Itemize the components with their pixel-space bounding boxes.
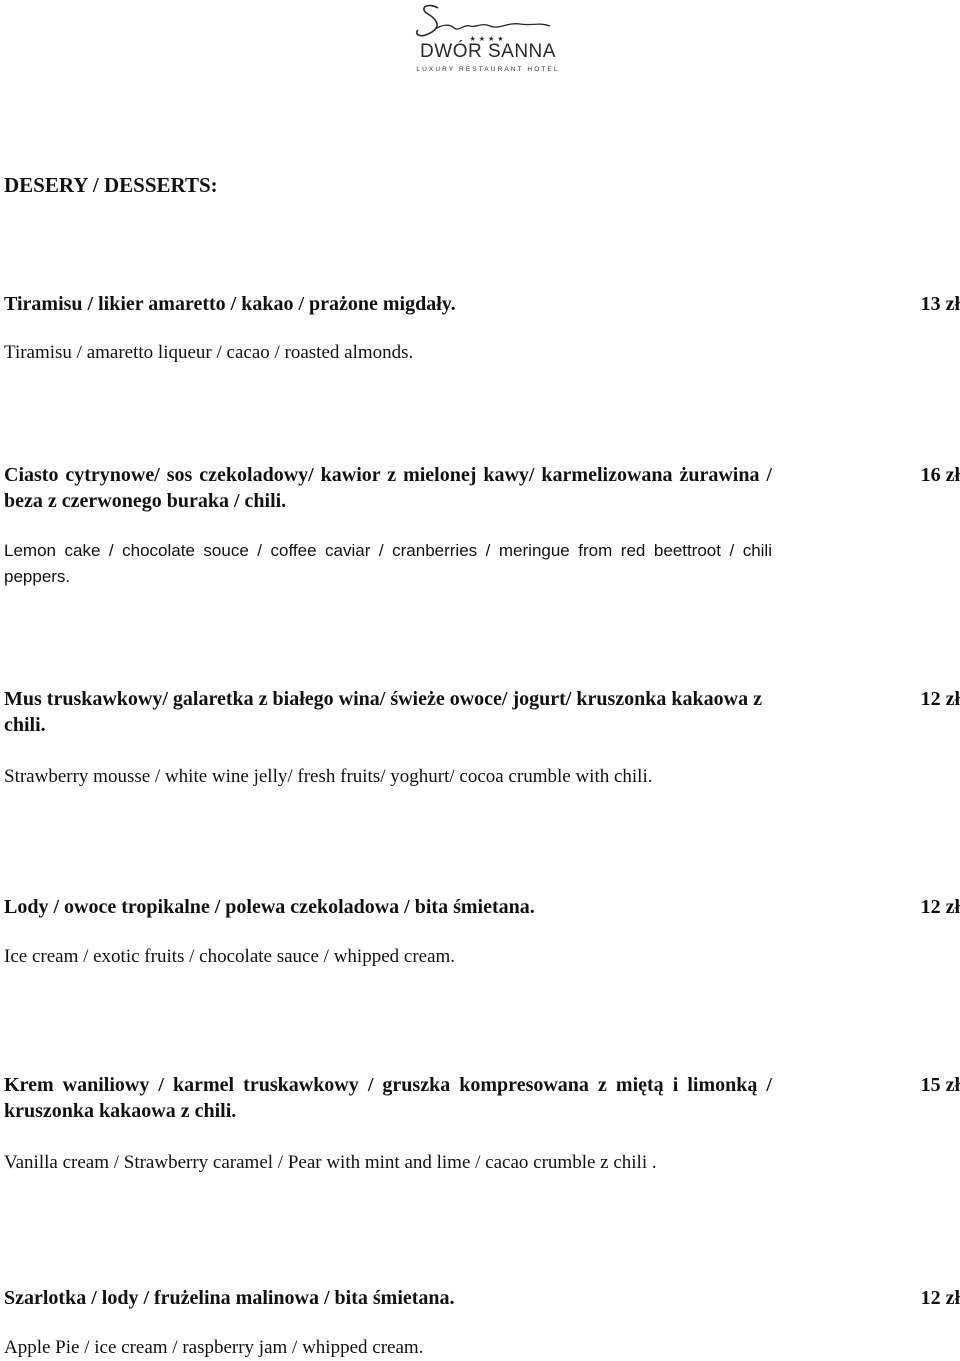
signature-mark-icon <box>398 0 578 44</box>
menu-item <box>4 291 960 366</box>
item-price: 15 zł <box>920 1074 960 1096</box>
item-name-english: Ice cream / exotic fruits / chocolate sauce / whipped cream. <box>4 946 456 967</box>
item-name-english: Vanilla cream / Strawberry caramel / Pear with mint and lime / cacao crumble z chili . <box>4 1152 657 1173</box>
menu-item <box>4 894 960 970</box>
item-price: 13 zł <box>920 293 960 315</box>
item-name-english: Apple Pie / ice cream / raspberry jam / whipped cream. <box>4 1337 424 1358</box>
item-name-polish: Tiramisu / likier amaretto / kakao / prażone migdały. <box>4 293 456 315</box>
item-name-english: Tiramisu / amaretto liqueur / cacao / roasted almonds. <box>4 342 414 363</box>
item-name-polish: Krem waniliowy / karmel truskawkowy / gruszka kompresowana z miętą i limonką / kruszonka kakaowa z chili. <box>4 1074 772 1122</box>
item-name-english: Strawberry mousse / white wine jelly/ fresh fruits/ yoghurt/ cocoa crumble with chili. <box>4 766 653 787</box>
logo-title: DWÓR SANNA <box>420 41 556 62</box>
item-price: 12 zł <box>920 688 960 710</box>
menu-item <box>4 1285 960 1361</box>
logo-tagline: LUXURY RESTAURANT HOTEL <box>416 66 560 73</box>
menu-item <box>4 1072 960 1176</box>
item-name-polish: Mus truskawkowy/ galaretka z białego wina/ świeże owoce/ jogurt/ kruszonka kakaowa z chili. <box>4 688 762 736</box>
item-name-polish: Lody / owoce tropikalne / polewa czekoladowa / bita śmietana. <box>4 896 535 918</box>
item-name-polish: Ciasto cytrynowe/ sos czekoladowy/ kawior z mielonej kawy/ karmelizowana żurawina / beza z czerwonego buraka / chili. <box>4 464 772 512</box>
item-name-polish: Szarlotka / lody / frużelina malinowa / bita śmietana. <box>4 1287 455 1309</box>
hotel-logo <box>398 0 578 80</box>
menu-item <box>4 462 960 590</box>
section-title: DESERY / DESSERTS: <box>4 173 218 197</box>
item-price: 12 zł <box>920 896 960 918</box>
item-price: 12 zł <box>920 1287 960 1309</box>
item-price: 16 zł <box>920 464 960 486</box>
rating-stars: ★★★★ <box>469 35 507 43</box>
item-name-english: Lemon cake / chocolate souce / coffee caviar / cranberries / meringue from red beettroot / chili peppers. <box>4 541 772 586</box>
menu-item <box>4 686 960 790</box>
